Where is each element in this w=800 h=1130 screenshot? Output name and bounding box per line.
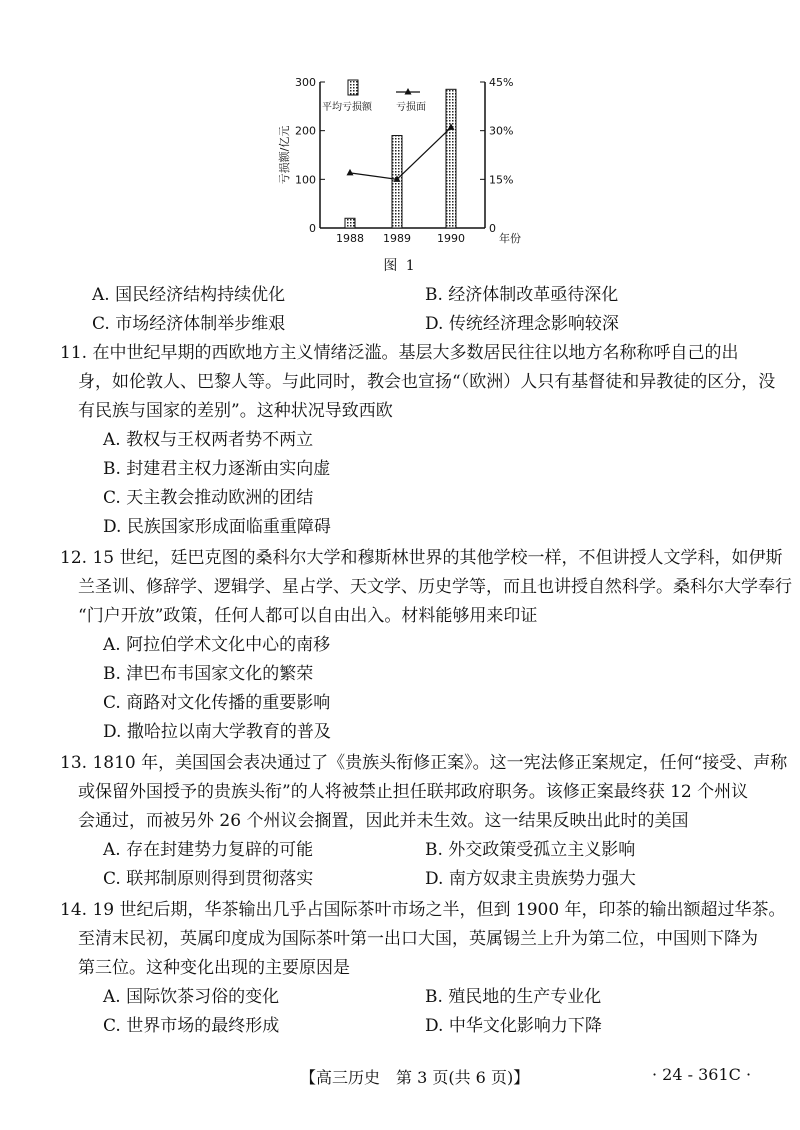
footer-exam-code: · 24 - 361C · xyxy=(652,1065,752,1084)
q14-option-d: D. 中华文化影响力下降 xyxy=(425,1016,602,1036)
y-tick-label: 100 xyxy=(295,173,316,187)
q12-option-b: B. 津巴布韦国家文化的繁荣 xyxy=(103,664,314,684)
q13-stem-line-2: 或保留外国授予的贵族头衔”的人将被禁止担任联邦政府职务。该修正案最终获 12 个州议 xyxy=(78,782,749,802)
y2-tick-label: 0 xyxy=(489,222,496,235)
chart-svg xyxy=(260,60,560,260)
q12-option-d: D. 撒哈拉以南大学教育的普及 xyxy=(103,722,331,742)
q14-option-b: B. 殖民地的生产专业化 xyxy=(425,987,602,1007)
y-tick-label: 0 xyxy=(309,222,316,235)
q13-option-b: B. 外交政策受孤立主义影响 xyxy=(425,840,636,860)
q11-stem-line-2: 身，如伦敦人、巴黎人等。与此同时，教会也宣扬“（欧洲）人只有基督徒和异教徒的区分，没 xyxy=(78,372,776,392)
q13-stem-line-3: 会通过，而被另外 26 个州议会搁置，因此并未生效。这一结果反映出此时的美国 xyxy=(78,811,689,831)
legend-bar-swatch xyxy=(348,80,358,95)
q11-option-a: A. 教权与王权两者势不两立 xyxy=(103,430,314,450)
q13-stem-line-1: 13. 1810 年，美国国会表决通过了《贵族头衔修正案》。这一宪法修正案规定，任何“接受、声称 xyxy=(60,753,788,773)
q12-stem-line-2: 兰圣训、修辞学、逻辑学、星占学、天文学、历史学等，而且也讲授自然科学。桑科尔大学奉行 xyxy=(78,577,792,597)
q13-option-a: A. 存在封建势力复辟的可能 xyxy=(103,840,314,860)
q12-stem-line-3: “门户开放”政策，任何人都可以自由出入。材料能够用来印证 xyxy=(78,606,538,626)
q11-stem-line-3: 有民族与国家的差别”。这种状况导致西欧 xyxy=(78,401,393,421)
q14-stem-line-3: 第三位。这种变化出现的主要原因是 xyxy=(78,958,350,978)
q12-option-a: A. 阿拉伯学术文化中心的南移 xyxy=(103,635,331,655)
bar-1990 xyxy=(446,89,456,228)
x-tick-label: 1990 xyxy=(437,232,465,245)
x-tick-label: 1989 xyxy=(383,232,411,245)
legend-line-marker xyxy=(405,88,412,95)
q11-option-c: C. 天主教会推动欧洲的团结 xyxy=(103,488,314,508)
y2-tick-label: 30% xyxy=(489,124,514,138)
y2-tick-label: 45% xyxy=(489,76,514,89)
y-tick-label: 200 xyxy=(295,124,316,138)
y-tick-label: 300 xyxy=(295,76,316,89)
q11-stem-line-1: 11. 在中世纪早期的西欧地方主义情绪泛滥。基层大多数居民往往以地方名称称呼自己的出 xyxy=(60,343,739,363)
q13-option-c: C. 联邦制原则得到贯彻落实 xyxy=(103,869,314,889)
q12-stem-line-1: 12. 15 世纪，廷巴克图的桑科尔大学和穆斯林世界的其他学校一样，不但讲授人文学科，如伊斯 xyxy=(60,548,783,568)
bar-1988 xyxy=(345,218,355,228)
q10-option-b: B. 经济体制改革亟待深化 xyxy=(425,285,619,305)
q10-option-a: A. 国民经济结构持续优化 xyxy=(92,285,286,305)
legend-line-label: 亏损面 xyxy=(396,102,426,113)
q10-option-d: D. 传统经济理念影响较深 xyxy=(425,314,619,334)
x-axis-label: 年份 xyxy=(499,232,521,245)
q14-option-c: C. 世界市场的最终形成 xyxy=(103,1016,280,1036)
footer-page-info: 【高三历史 第 3 页(共 6 页)】 xyxy=(300,1068,530,1087)
q14-stem-line-2: 至清末民初，英属印度成为国际茶叶第一出口大国，英属锡兰上升为第二位，中国则下降为 xyxy=(78,929,758,949)
q11-option-b: B. 封建君主权力逐渐由实向虚 xyxy=(103,459,331,479)
y2-tick-label: 15% xyxy=(489,173,514,187)
loss-chart xyxy=(260,60,560,280)
x-tick-label: 1988 xyxy=(336,232,364,245)
q10-option-c: C. 市场经济体制举步维艰 xyxy=(92,314,286,334)
q13-option-d: D. 南方奴隶主贵族势力强大 xyxy=(425,869,636,889)
q14-option-a: A. 国际饮茶习俗的变化 xyxy=(103,987,280,1007)
legend-bar-label: 平均亏损额 xyxy=(322,102,372,113)
y-axis-label: 亏损额/亿元 xyxy=(278,125,291,185)
q14-stem-line-1: 14. 19 世纪后期，华茶输出几乎占国际茶叶市场之半，但到 1900 年，印茶的输出额超过华茶。 xyxy=(60,900,786,920)
q12-option-c: C. 商路对文化传播的重要影响 xyxy=(103,693,331,713)
loss-ratio-point-1988 xyxy=(347,169,354,176)
q11-option-d: D. 民族国家形成面临重重障碍 xyxy=(103,517,331,537)
figure-caption: 图 1 xyxy=(383,258,417,274)
